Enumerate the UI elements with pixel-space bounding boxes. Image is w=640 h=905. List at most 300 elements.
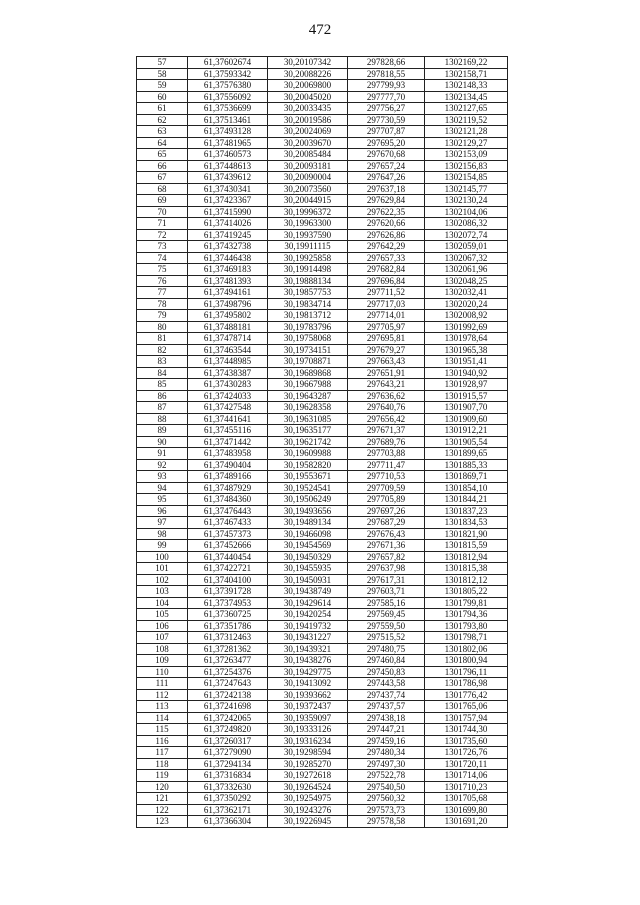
longitude-cell: 30,19635177 bbox=[268, 425, 348, 437]
x-coordinate-cell: 297637,18 bbox=[348, 183, 425, 195]
table-row bbox=[137, 229, 508, 241]
latitude-cell: 61,37536699 bbox=[188, 103, 268, 115]
longitude-cell: 30,19925858 bbox=[268, 252, 348, 264]
y-coordinate-cell: 1301837,23 bbox=[425, 505, 508, 517]
table-row bbox=[137, 482, 508, 494]
y-coordinate-cell: 1302134,45 bbox=[425, 91, 508, 103]
y-coordinate-cell: 1302130,24 bbox=[425, 195, 508, 207]
table-row bbox=[137, 551, 508, 563]
point-number-cell: 109 bbox=[137, 655, 188, 667]
latitude-cell: 61,37576380 bbox=[188, 80, 268, 92]
latitude-cell: 61,37432738 bbox=[188, 241, 268, 253]
point-number-cell: 81 bbox=[137, 333, 188, 345]
latitude-cell: 61,37362171 bbox=[188, 804, 268, 816]
latitude-cell: 61,37419245 bbox=[188, 229, 268, 241]
longitude-cell: 30,20073560 bbox=[268, 183, 348, 195]
x-coordinate-cell: 297642,29 bbox=[348, 241, 425, 253]
y-coordinate-cell: 1301905,54 bbox=[425, 436, 508, 448]
y-coordinate-cell: 1301691,20 bbox=[425, 816, 508, 828]
x-coordinate-cell: 297663,43 bbox=[348, 356, 425, 368]
table-row bbox=[137, 781, 508, 793]
point-number-cell: 115 bbox=[137, 724, 188, 736]
longitude-cell: 30,19419732 bbox=[268, 620, 348, 632]
y-coordinate-cell: 1302169,22 bbox=[425, 57, 508, 69]
point-number-cell: 62 bbox=[137, 114, 188, 126]
latitude-cell: 61,37556092 bbox=[188, 91, 268, 103]
table-row bbox=[137, 505, 508, 517]
longitude-cell: 30,19888134 bbox=[268, 275, 348, 287]
table-row bbox=[137, 275, 508, 287]
x-coordinate-cell: 297705,97 bbox=[348, 321, 425, 333]
longitude-cell: 30,19914498 bbox=[268, 264, 348, 276]
y-coordinate-cell: 1301869,71 bbox=[425, 471, 508, 483]
longitude-cell: 30,19413092 bbox=[268, 678, 348, 690]
table-row bbox=[137, 344, 508, 356]
table-row bbox=[137, 609, 508, 621]
x-coordinate-cell: 297522,78 bbox=[348, 770, 425, 782]
table-row bbox=[137, 91, 508, 103]
point-number-cell: 103 bbox=[137, 586, 188, 598]
longitude-cell: 30,19285270 bbox=[268, 758, 348, 770]
x-coordinate-cell: 297687,29 bbox=[348, 517, 425, 529]
point-number-cell: 117 bbox=[137, 747, 188, 759]
longitude-cell: 30,19450329 bbox=[268, 551, 348, 563]
table-row bbox=[137, 80, 508, 92]
latitude-cell: 61,37391728 bbox=[188, 586, 268, 598]
y-coordinate-cell: 1301992,69 bbox=[425, 321, 508, 333]
latitude-cell: 61,37241698 bbox=[188, 701, 268, 713]
longitude-cell: 30,19734151 bbox=[268, 344, 348, 356]
table-row bbox=[137, 195, 508, 207]
table-row bbox=[137, 563, 508, 575]
longitude-cell: 30,19439321 bbox=[268, 643, 348, 655]
longitude-cell: 30,19438276 bbox=[268, 655, 348, 667]
longitude-cell: 30,19937590 bbox=[268, 229, 348, 241]
latitude-cell: 61,37593342 bbox=[188, 68, 268, 80]
table-row bbox=[137, 425, 508, 437]
latitude-cell: 61,37460573 bbox=[188, 149, 268, 161]
x-coordinate-cell: 297480,75 bbox=[348, 643, 425, 655]
latitude-cell: 61,37423367 bbox=[188, 195, 268, 207]
latitude-cell: 61,37430283 bbox=[188, 379, 268, 391]
point-number-cell: 60 bbox=[137, 91, 188, 103]
longitude-cell: 30,20093181 bbox=[268, 160, 348, 172]
longitude-cell: 30,19667988 bbox=[268, 379, 348, 391]
latitude-cell: 61,37247643 bbox=[188, 678, 268, 690]
latitude-cell: 61,37254376 bbox=[188, 666, 268, 678]
x-coordinate-cell: 297756,27 bbox=[348, 103, 425, 115]
point-number-cell: 76 bbox=[137, 275, 188, 287]
x-coordinate-cell: 297703,88 bbox=[348, 448, 425, 460]
point-number-cell: 63 bbox=[137, 126, 188, 138]
y-coordinate-cell: 1301951,41 bbox=[425, 356, 508, 368]
x-coordinate-cell: 297657,33 bbox=[348, 252, 425, 264]
y-coordinate-cell: 1302061,96 bbox=[425, 264, 508, 276]
point-number-cell: 114 bbox=[137, 712, 188, 724]
longitude-cell: 30,20044915 bbox=[268, 195, 348, 207]
y-coordinate-cell: 1301978,64 bbox=[425, 333, 508, 345]
table-row bbox=[137, 149, 508, 161]
latitude-cell: 61,37602674 bbox=[188, 57, 268, 69]
y-coordinate-cell: 1302119,52 bbox=[425, 114, 508, 126]
longitude-cell: 30,19911115 bbox=[268, 241, 348, 253]
table-row bbox=[137, 126, 508, 138]
point-number-cell: 119 bbox=[137, 770, 188, 782]
table-row bbox=[137, 68, 508, 80]
point-number-cell: 78 bbox=[137, 298, 188, 310]
point-number-cell: 94 bbox=[137, 482, 188, 494]
table-row bbox=[137, 747, 508, 759]
y-coordinate-cell: 1301793,80 bbox=[425, 620, 508, 632]
latitude-cell: 61,37422721 bbox=[188, 563, 268, 575]
table-row bbox=[137, 758, 508, 770]
point-number-cell: 71 bbox=[137, 218, 188, 230]
y-coordinate-cell: 1301799,81 bbox=[425, 597, 508, 609]
longitude-cell: 30,20090004 bbox=[268, 172, 348, 184]
x-coordinate-cell: 297626,86 bbox=[348, 229, 425, 241]
point-number-cell: 85 bbox=[137, 379, 188, 391]
page-number: 472 bbox=[308, 22, 332, 38]
latitude-cell: 61,37448613 bbox=[188, 160, 268, 172]
longitude-cell: 30,20033435 bbox=[268, 103, 348, 115]
x-coordinate-cell: 297671,36 bbox=[348, 540, 425, 552]
latitude-cell: 61,37490404 bbox=[188, 459, 268, 471]
longitude-cell: 30,19609988 bbox=[268, 448, 348, 460]
latitude-cell: 61,37415990 bbox=[188, 206, 268, 218]
point-number-cell: 111 bbox=[137, 678, 188, 690]
table-row bbox=[137, 459, 508, 471]
latitude-cell: 61,37424033 bbox=[188, 390, 268, 402]
table-row bbox=[137, 57, 508, 69]
longitude-cell: 30,19393662 bbox=[268, 689, 348, 701]
point-number-cell: 82 bbox=[137, 344, 188, 356]
point-number-cell: 80 bbox=[137, 321, 188, 333]
latitude-cell: 61,37493128 bbox=[188, 126, 268, 138]
x-coordinate-cell: 297656,42 bbox=[348, 413, 425, 425]
y-coordinate-cell: 1301834,53 bbox=[425, 517, 508, 529]
y-coordinate-cell: 1301720,11 bbox=[425, 758, 508, 770]
point-number-cell: 75 bbox=[137, 264, 188, 276]
y-coordinate-cell: 1301699,80 bbox=[425, 804, 508, 816]
coordinates-table-body bbox=[137, 57, 508, 828]
point-number-cell: 58 bbox=[137, 68, 188, 80]
longitude-cell: 30,20088226 bbox=[268, 68, 348, 80]
longitude-cell: 30,19628358 bbox=[268, 402, 348, 414]
y-coordinate-cell: 1301798,71 bbox=[425, 632, 508, 644]
y-coordinate-cell: 1301805,22 bbox=[425, 586, 508, 598]
x-coordinate-cell: 297777,70 bbox=[348, 91, 425, 103]
longitude-cell: 30,19783796 bbox=[268, 321, 348, 333]
x-coordinate-cell: 297438,18 bbox=[348, 712, 425, 724]
point-number-cell: 123 bbox=[137, 816, 188, 828]
longitude-cell: 30,19333126 bbox=[268, 724, 348, 736]
table-row bbox=[137, 321, 508, 333]
y-coordinate-cell: 1302020,24 bbox=[425, 298, 508, 310]
x-coordinate-cell: 297717,03 bbox=[348, 298, 425, 310]
y-coordinate-cell: 1301794,36 bbox=[425, 609, 508, 621]
x-coordinate-cell: 297651,91 bbox=[348, 367, 425, 379]
longitude-cell: 30,19857753 bbox=[268, 287, 348, 299]
y-coordinate-cell: 1302127,65 bbox=[425, 103, 508, 115]
latitude-cell: 61,37281362 bbox=[188, 643, 268, 655]
y-coordinate-cell: 1301899,65 bbox=[425, 448, 508, 460]
y-coordinate-cell: 1302129,27 bbox=[425, 137, 508, 149]
latitude-cell: 61,37374953 bbox=[188, 597, 268, 609]
y-coordinate-cell: 1301710,23 bbox=[425, 781, 508, 793]
longitude-cell: 30,19708871 bbox=[268, 356, 348, 368]
x-coordinate-cell: 297828,66 bbox=[348, 57, 425, 69]
latitude-cell: 61,37457373 bbox=[188, 528, 268, 540]
table-row bbox=[137, 413, 508, 425]
x-coordinate-cell: 297560,32 bbox=[348, 793, 425, 805]
table-row bbox=[137, 103, 508, 115]
table-row bbox=[137, 379, 508, 391]
y-coordinate-cell: 1301885,33 bbox=[425, 459, 508, 471]
longitude-cell: 30,19621742 bbox=[268, 436, 348, 448]
x-coordinate-cell: 297443,58 bbox=[348, 678, 425, 690]
table-row bbox=[137, 701, 508, 713]
point-number-cell: 121 bbox=[137, 793, 188, 805]
point-number-cell: 70 bbox=[137, 206, 188, 218]
y-coordinate-cell: 1301812,94 bbox=[425, 551, 508, 563]
table-row bbox=[137, 724, 508, 736]
point-number-cell: 83 bbox=[137, 356, 188, 368]
y-coordinate-cell: 1301786,98 bbox=[425, 678, 508, 690]
longitude-cell: 30,19272618 bbox=[268, 770, 348, 782]
x-coordinate-cell: 297679,27 bbox=[348, 344, 425, 356]
table-row bbox=[137, 712, 508, 724]
x-coordinate-cell: 297437,57 bbox=[348, 701, 425, 713]
point-number-cell: 93 bbox=[137, 471, 188, 483]
point-number-cell: 101 bbox=[137, 563, 188, 575]
longitude-cell: 30,19963300 bbox=[268, 218, 348, 230]
longitude-cell: 30,19631085 bbox=[268, 413, 348, 425]
table-row bbox=[137, 390, 508, 402]
point-number-cell: 88 bbox=[137, 413, 188, 425]
longitude-cell: 30,19834714 bbox=[268, 298, 348, 310]
longitude-cell: 30,19493656 bbox=[268, 505, 348, 517]
point-number-cell: 61 bbox=[137, 103, 188, 115]
latitude-cell: 61,37242065 bbox=[188, 712, 268, 724]
table-row bbox=[137, 643, 508, 655]
latitude-cell: 61,37360725 bbox=[188, 609, 268, 621]
latitude-cell: 61,37495802 bbox=[188, 310, 268, 322]
latitude-cell: 61,37366304 bbox=[188, 816, 268, 828]
y-coordinate-cell: 1302104,06 bbox=[425, 206, 508, 218]
longitude-cell: 30,20039670 bbox=[268, 137, 348, 149]
y-coordinate-cell: 1301815,38 bbox=[425, 563, 508, 575]
y-coordinate-cell: 1301909,60 bbox=[425, 413, 508, 425]
x-coordinate-cell: 297671,37 bbox=[348, 425, 425, 437]
longitude-cell: 30,19429775 bbox=[268, 666, 348, 678]
latitude-cell: 61,37489166 bbox=[188, 471, 268, 483]
longitude-cell: 30,19454569 bbox=[268, 540, 348, 552]
y-coordinate-cell: 1301726,76 bbox=[425, 747, 508, 759]
point-number-cell: 64 bbox=[137, 137, 188, 149]
table-row bbox=[137, 448, 508, 460]
point-number-cell: 77 bbox=[137, 287, 188, 299]
x-coordinate-cell: 297559,50 bbox=[348, 620, 425, 632]
x-coordinate-cell: 297480,34 bbox=[348, 747, 425, 759]
point-number-cell: 79 bbox=[137, 310, 188, 322]
longitude-cell: 30,20069800 bbox=[268, 80, 348, 92]
x-coordinate-cell: 297515,52 bbox=[348, 632, 425, 644]
latitude-cell: 61,37441641 bbox=[188, 413, 268, 425]
longitude-cell: 30,20019586 bbox=[268, 114, 348, 126]
point-number-cell: 73 bbox=[137, 241, 188, 253]
latitude-cell: 61,37427548 bbox=[188, 402, 268, 414]
latitude-cell: 61,37351786 bbox=[188, 620, 268, 632]
x-coordinate-cell: 297585,16 bbox=[348, 597, 425, 609]
point-number-cell: 108 bbox=[137, 643, 188, 655]
latitude-cell: 61,37455116 bbox=[188, 425, 268, 437]
table-row bbox=[137, 333, 508, 345]
x-coordinate-cell: 297620,66 bbox=[348, 218, 425, 230]
point-number-cell: 95 bbox=[137, 494, 188, 506]
y-coordinate-cell: 1302158,71 bbox=[425, 68, 508, 80]
y-coordinate-cell: 1302067,32 bbox=[425, 252, 508, 264]
table-row bbox=[137, 356, 508, 368]
y-coordinate-cell: 1301815,59 bbox=[425, 540, 508, 552]
table-row bbox=[137, 517, 508, 529]
x-coordinate-cell: 297617,31 bbox=[348, 574, 425, 586]
longitude-cell: 30,19582820 bbox=[268, 459, 348, 471]
latitude-cell: 61,37438387 bbox=[188, 367, 268, 379]
table-row bbox=[137, 494, 508, 506]
latitude-cell: 61,37483958 bbox=[188, 448, 268, 460]
x-coordinate-cell: 297710,53 bbox=[348, 471, 425, 483]
x-coordinate-cell: 297705,89 bbox=[348, 494, 425, 506]
x-coordinate-cell: 297695,81 bbox=[348, 333, 425, 345]
y-coordinate-cell: 1302032,41 bbox=[425, 287, 508, 299]
longitude-cell: 30,19264524 bbox=[268, 781, 348, 793]
latitude-cell: 61,37414026 bbox=[188, 218, 268, 230]
longitude-cell: 30,19455935 bbox=[268, 563, 348, 575]
table-row bbox=[137, 241, 508, 253]
latitude-cell: 61,37260317 bbox=[188, 735, 268, 747]
table-row bbox=[137, 114, 508, 126]
latitude-cell: 61,37484360 bbox=[188, 494, 268, 506]
y-coordinate-cell: 1301854,10 bbox=[425, 482, 508, 494]
x-coordinate-cell: 297697,26 bbox=[348, 505, 425, 517]
y-coordinate-cell: 1302148,33 bbox=[425, 80, 508, 92]
y-coordinate-cell: 1301744,30 bbox=[425, 724, 508, 736]
longitude-cell: 30,19689868 bbox=[268, 367, 348, 379]
y-coordinate-cell: 1302059,01 bbox=[425, 241, 508, 253]
y-coordinate-cell: 1302156,83 bbox=[425, 160, 508, 172]
x-coordinate-cell: 297711,47 bbox=[348, 459, 425, 471]
latitude-cell: 61,37446438 bbox=[188, 252, 268, 264]
x-coordinate-cell: 297695,20 bbox=[348, 137, 425, 149]
latitude-cell: 61,37242138 bbox=[188, 689, 268, 701]
longitude-cell: 30,20024069 bbox=[268, 126, 348, 138]
latitude-cell: 61,37440454 bbox=[188, 551, 268, 563]
x-coordinate-cell: 297657,24 bbox=[348, 160, 425, 172]
latitude-cell: 61,37279090 bbox=[188, 747, 268, 759]
y-coordinate-cell: 1301776,42 bbox=[425, 689, 508, 701]
point-number-cell: 84 bbox=[137, 367, 188, 379]
latitude-cell: 61,37463544 bbox=[188, 344, 268, 356]
point-number-cell: 65 bbox=[137, 149, 188, 161]
latitude-cell: 61,37430341 bbox=[188, 183, 268, 195]
table-row bbox=[137, 218, 508, 230]
point-number-cell: 110 bbox=[137, 666, 188, 678]
point-number-cell: 120 bbox=[137, 781, 188, 793]
table-row bbox=[137, 172, 508, 184]
point-number-cell: 69 bbox=[137, 195, 188, 207]
x-coordinate-cell: 297450,83 bbox=[348, 666, 425, 678]
y-coordinate-cell: 1301965,38 bbox=[425, 344, 508, 356]
latitude-cell: 61,37467433 bbox=[188, 517, 268, 529]
table-row bbox=[137, 678, 508, 690]
longitude-cell: 30,19359097 bbox=[268, 712, 348, 724]
point-number-cell: 97 bbox=[137, 517, 188, 529]
latitude-cell: 61,37439612 bbox=[188, 172, 268, 184]
x-coordinate-cell: 297696,84 bbox=[348, 275, 425, 287]
longitude-cell: 30,19506249 bbox=[268, 494, 348, 506]
table-row bbox=[137, 597, 508, 609]
table-row bbox=[137, 402, 508, 414]
point-number-cell: 105 bbox=[137, 609, 188, 621]
longitude-cell: 30,19450931 bbox=[268, 574, 348, 586]
point-number-cell: 67 bbox=[137, 172, 188, 184]
longitude-cell: 30,19429614 bbox=[268, 597, 348, 609]
latitude-cell: 61,37350292 bbox=[188, 793, 268, 805]
table-row bbox=[137, 689, 508, 701]
y-coordinate-cell: 1301912,21 bbox=[425, 425, 508, 437]
latitude-cell: 61,37498796 bbox=[188, 298, 268, 310]
longitude-cell: 30,19758068 bbox=[268, 333, 348, 345]
x-coordinate-cell: 297569,45 bbox=[348, 609, 425, 621]
table-row bbox=[137, 298, 508, 310]
point-number-cell: 91 bbox=[137, 448, 188, 460]
longitude-cell: 30,19524541 bbox=[268, 482, 348, 494]
point-number-cell: 104 bbox=[137, 597, 188, 609]
table-row bbox=[137, 666, 508, 678]
longitude-cell: 30,19438749 bbox=[268, 586, 348, 598]
longitude-cell: 30,19254975 bbox=[268, 793, 348, 805]
y-coordinate-cell: 1302153,09 bbox=[425, 149, 508, 161]
table-row bbox=[137, 574, 508, 586]
point-number-cell: 92 bbox=[137, 459, 188, 471]
table-row bbox=[137, 310, 508, 322]
table-row bbox=[137, 793, 508, 805]
x-coordinate-cell: 297622,35 bbox=[348, 206, 425, 218]
x-coordinate-cell: 297818,55 bbox=[348, 68, 425, 80]
point-number-cell: 100 bbox=[137, 551, 188, 563]
table-row bbox=[137, 436, 508, 448]
x-coordinate-cell: 297460,84 bbox=[348, 655, 425, 667]
x-coordinate-cell: 297459,16 bbox=[348, 735, 425, 747]
y-coordinate-cell: 1301907,70 bbox=[425, 402, 508, 414]
table-row bbox=[137, 586, 508, 598]
latitude-cell: 61,37471442 bbox=[188, 436, 268, 448]
table-row bbox=[137, 816, 508, 828]
y-coordinate-cell: 1301821,90 bbox=[425, 528, 508, 540]
longitude-cell: 30,19553671 bbox=[268, 471, 348, 483]
table-row bbox=[137, 160, 508, 172]
x-coordinate-cell: 297657,82 bbox=[348, 551, 425, 563]
latitude-cell: 61,37294134 bbox=[188, 758, 268, 770]
longitude-cell: 30,19372437 bbox=[268, 701, 348, 713]
latitude-cell: 61,37404100 bbox=[188, 574, 268, 586]
y-coordinate-cell: 1301714,06 bbox=[425, 770, 508, 782]
latitude-cell: 61,37263477 bbox=[188, 655, 268, 667]
table-row bbox=[137, 528, 508, 540]
x-coordinate-cell: 297497,30 bbox=[348, 758, 425, 770]
latitude-cell: 61,37488181 bbox=[188, 321, 268, 333]
longitude-cell: 30,20085484 bbox=[268, 149, 348, 161]
